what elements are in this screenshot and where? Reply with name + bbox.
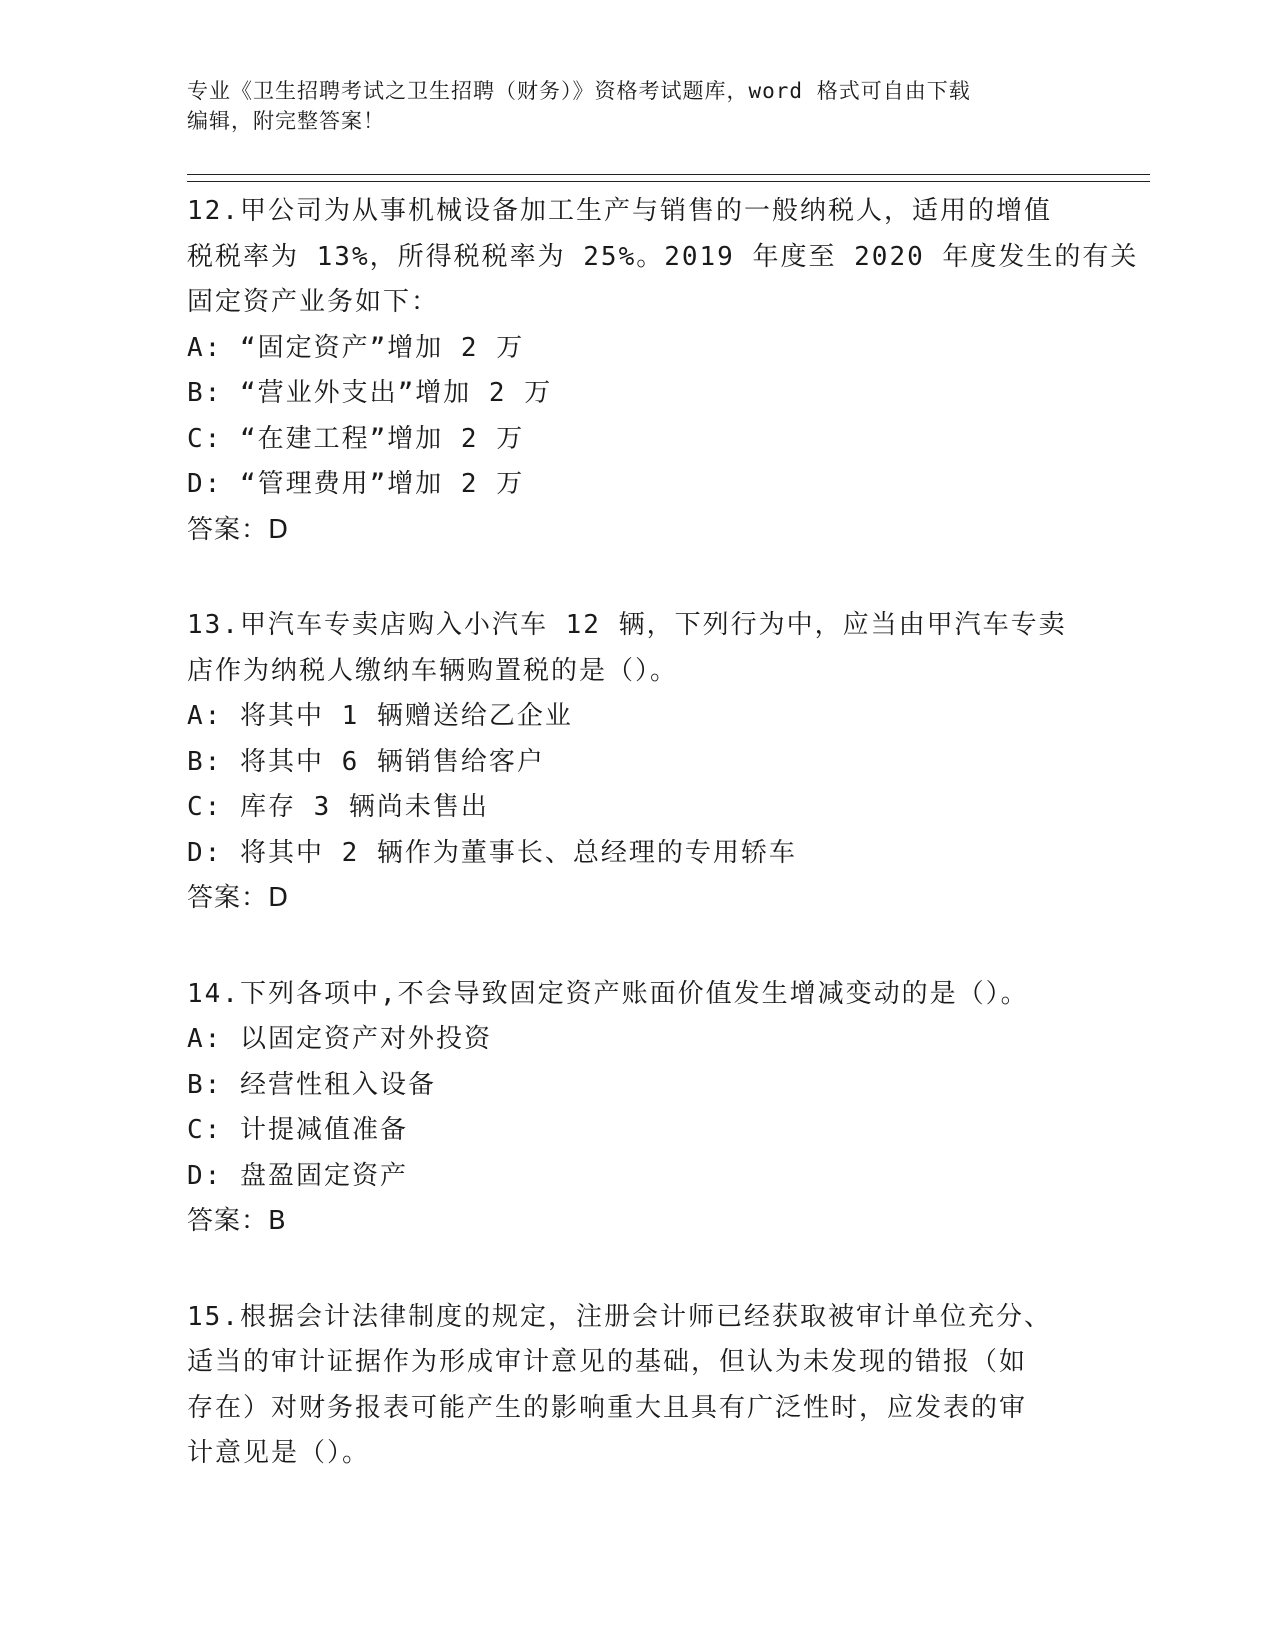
option-c: C: 库存 3 辆尚未售出 (187, 792, 489, 822)
option-b: B: 经营性租入设备 (187, 1069, 436, 1100)
option-a: A: “固定资产”增加 2 万 (187, 332, 525, 363)
question-stem-line: 店作为纳税人缴纳车辆购置税的是（）。 (187, 655, 679, 686)
option-b: B: “营业外支出”增加 2 万 (187, 378, 553, 408)
question-stem-line: 存在）对财务报表可能产生的影响重大且具有广泛性时，应发表的审 (187, 1392, 1028, 1423)
question-stem-line: 12.甲公司为从事机械设备加工生产与销售的一般纳税人，适用的增值 (187, 196, 1052, 226)
header-line-1: 专业《卫生招聘考试之卫生招聘（财务）》资格考试题库，word 格式可自由下载 (187, 79, 971, 103)
question-13 (187, 603, 1067, 922)
header-rule-bottom (187, 181, 1150, 182)
question-stem-line: 适当的审计证据作为形成审计意见的基础，但认为未发现的错报（如 (187, 1347, 1028, 1377)
question-stem-line: 固定资产业务如下： (187, 287, 440, 317)
question-stem-line: 计意见是（）。 (187, 1438, 371, 1468)
answer-line: 答案：D (187, 883, 290, 913)
question-14 (187, 972, 1067, 1245)
answer-line: 答案：B (187, 1206, 287, 1236)
spacer (187, 922, 1067, 972)
answer-line: 答案：D (187, 514, 290, 545)
header-rule-top (187, 174, 1150, 175)
spacer (187, 553, 1067, 603)
question-stem-line: 税税率为 13%，所得税税率为 25%。2019 年度至 2020 年度发生的有关 (187, 241, 1139, 272)
question-stem-line: 13.甲汽车专卖店购入小汽车 12 辆，下列行为中，应当由甲汽车专卖 (187, 610, 1067, 640)
question-stem-line: 15.根据会计法律制度的规定，注册会计师已经获取被审计单位充分、 (187, 1301, 1052, 1332)
document-header (187, 76, 1067, 136)
option-d: D: “管理费用”增加 2 万 (187, 469, 525, 499)
spacer (187, 1245, 1067, 1295)
header-line-2: 编辑，附完整答案！ (187, 109, 385, 133)
option-c: C: 计提减值准备 (187, 1115, 408, 1145)
question-15 (187, 1295, 1067, 1477)
option-b: B: 将其中 6 辆销售给客户 (187, 746, 545, 777)
question-stem-line: 14.下列各项中,不会导致固定资产账面价值发生增减变动的是（）。 (187, 978, 1029, 1009)
question-12 (187, 189, 1139, 553)
option-a: A: 以固定资产对外投资 (187, 1024, 492, 1054)
question-list (187, 189, 1139, 1477)
option-d: D: 将其中 2 辆作为董事长、总经理的专用轿车 (187, 837, 797, 868)
option-d: D: 盘盈固定资产 (187, 1160, 408, 1191)
option-a: A: 将其中 1 辆赠送给乙企业 (187, 701, 573, 731)
option-c: C: “在建工程”增加 2 万 (187, 423, 525, 454)
